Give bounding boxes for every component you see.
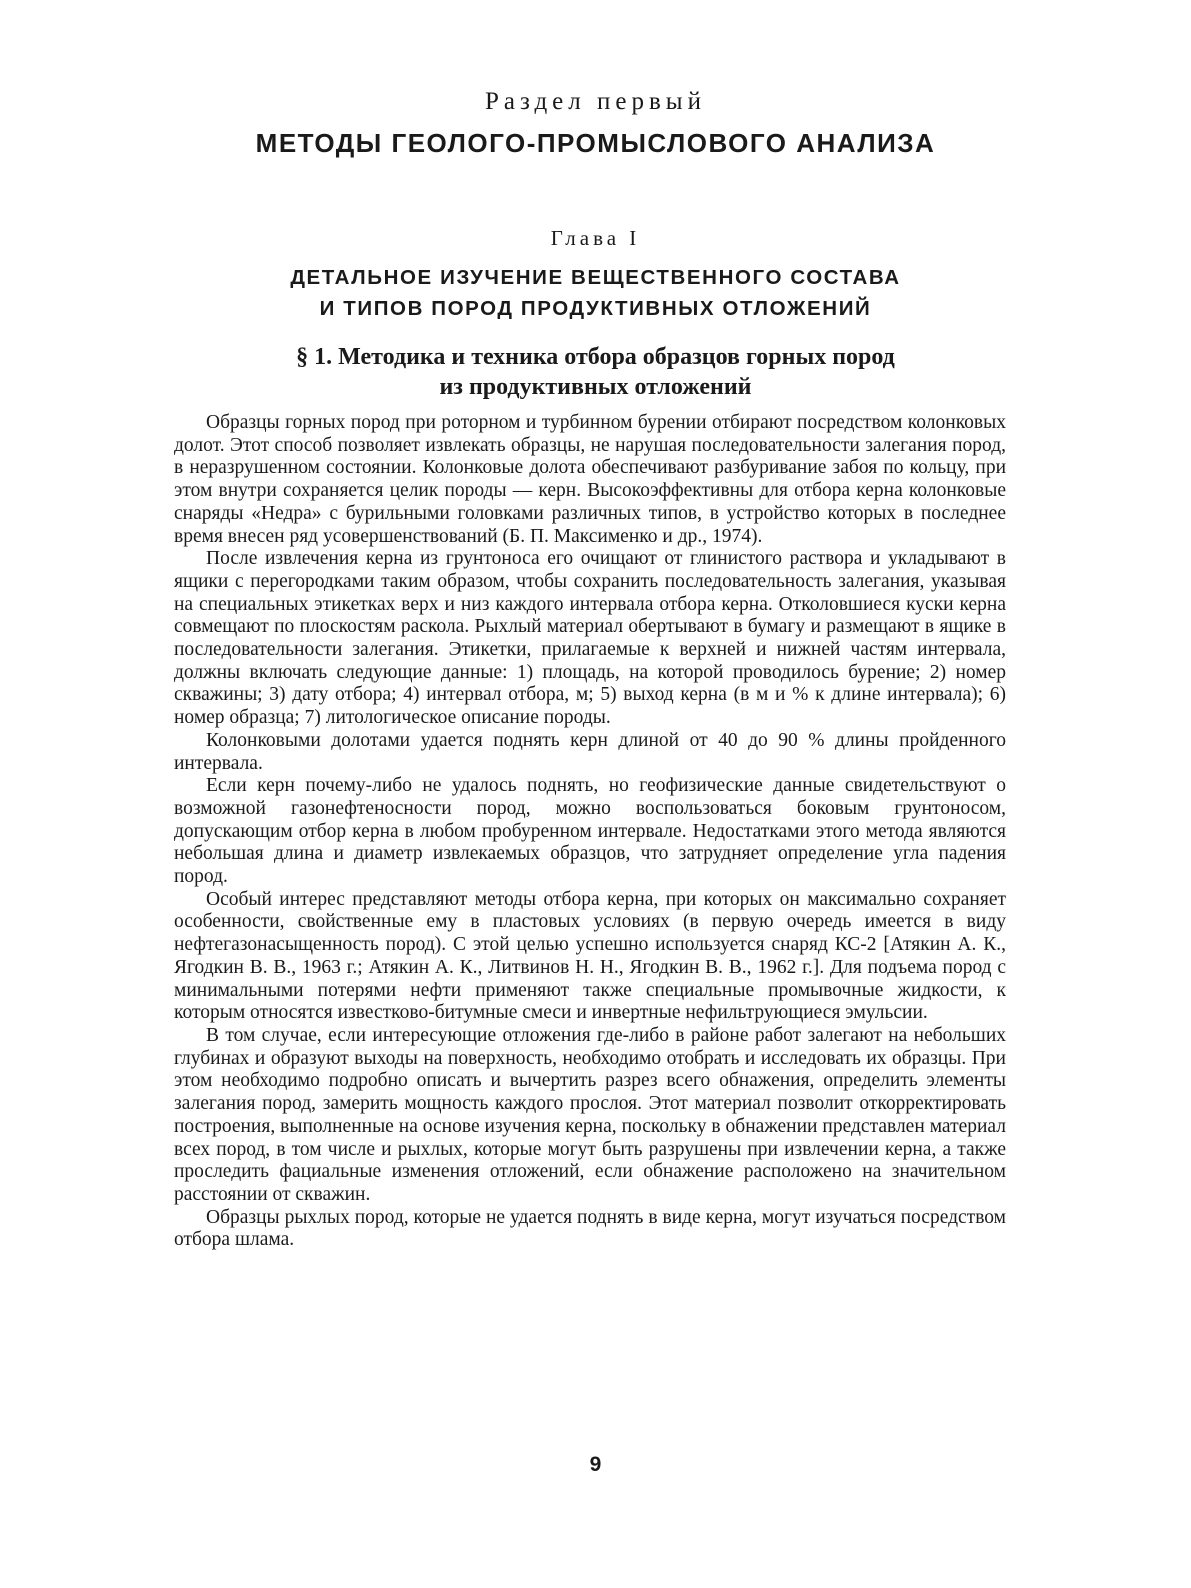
- paragraph: Особый интерес представляют методы отбора керна, при которых он максимально сохраняет особенности, свойственные ему в пластовых условиях (в первую очередь имеется в виду нефтегазонасыщенность пород). С этой целью успешно используется снаряд КС-2 [Атякин А. К., Ягодкин В. В., 1963 г.; Атякин А. К., Литвинов Н. Н., Ягодкин В. В., 1962 г.]. Для подъема пород с минимальными потерями нефти применяют также специальные промывочные жидкости, к которым относятся известково-битумные смеси и инвертные нефильтрующиеся эмульсии.: [174, 888, 1006, 1024]
- paragraph: Колонковыми долотами удается поднять керн длиной от 40 до 90 % длины пройденного интервала.: [174, 729, 1006, 774]
- section-label: Раздел первый: [485, 88, 706, 115]
- chapter-title-line-1: ДЕТАЛЬНОЕ ИЗУЧЕНИЕ ВЕЩЕСТВЕННОГО СОСТАВА: [290, 266, 901, 289]
- paragraph-title-line-2: из продуктивных отложений: [439, 374, 752, 400]
- section-title: МЕТОДЫ ГЕОЛОГО-ПРОМЫСЛОВОГО АНАЛИЗА: [255, 128, 936, 158]
- paragraph-title-line-1: § 1. Методика и техника отбора образцов горных пород: [296, 344, 895, 370]
- chapter-title: [0, 262, 1191, 324]
- paragraph: После извлечения керна из грунтоноса его очищают от глинистого раствора и укладывают в ящики с перегородками таким образом, чтобы сохранить последовательность залегания, указывая на специальных этикетках верх и низ каждого интервала отбора керна. Отколовшиеся куски керна совмещают по плоскостям раскола. Рыхлый материал обертывают в бумагу и размещают в ящике в последовательности залегания. Этикетки, прилагаемые к верхней и нижней частям интервала, должны включать следующие данные: 1) площадь, на которой проводилось бурение; 2) номер скважины; 3) дату отбора; 4) интервал отбора, м; 5) выход керна (в м и % к длине интервала); 6) номер образца; 7) литологическое описание породы.: [174, 548, 1006, 729]
- page-number: 9: [589, 1453, 602, 1476]
- paragraph: В том случае, если интересующие отложения где-либо в районе работ залегают на небольших глубинах и образуют выходы на поверхность, необходимо отобрать и исследовать их образцы. При этом необходимо подробно описать и вычертить разрез всего обнажения, определить элементы залегания пород, замерить мощность каждого прослоя. Этот материал позволит откорректировать построения, выполненные на основе изучения керна, поскольку в обнажении представлен материал всех пород, в том числе и рыхлых, которые могут быть разрушены при извлечении керна, а также проследить фациальные изменения отложений, если обнажение расположено на значительном расстоянии от скважин.: [174, 1024, 1006, 1205]
- paragraph: Образцы горных пород при роторном и турбинном бурении отбирают посредством колонковых долот. Этот способ позволяет извлекать образцы, не нарушая последовательности залегания пород, в неразрушенном состоянии. Колонковые долота обеспечивают разбуривание забоя по кольцу, при этом внутри сохраняется целик породы — керн. Высокоэффективны для отбора керна колонковые снаряды «Недра» с бурильными головками различных типов, в устройство которых в последнее время внесен ряд усовершенствований (Б. П. Максименко и др., 1974).: [174, 412, 1006, 547]
- paragraph-title: [0, 342, 1191, 402]
- paragraph: Если керн почему-либо не удалось поднять, но геофизические данные свидетельствуют о возможной газонефтеносности пород, можно воспользоваться боковым грунтоносом, допускающим отбор керна в любом пробуренном интервале. Недостатками этого метода являются небольшая длина и диаметр извлекаемых образцов, что затрудняет определение угла падения пород.: [174, 775, 1006, 888]
- chapter-title-line-2: И ТИПОВ ПОРОД ПРОДУКТИВНЫХ ОТЛОЖЕНИЙ: [319, 297, 872, 320]
- chapter-label: Глава I: [550, 226, 641, 250]
- body-text: [174, 412, 1006, 1252]
- paragraph: Образцы рыхлых пород, которые не удается поднять в виде керна, могут изучаться посредством отбора шлама.: [174, 1206, 1006, 1251]
